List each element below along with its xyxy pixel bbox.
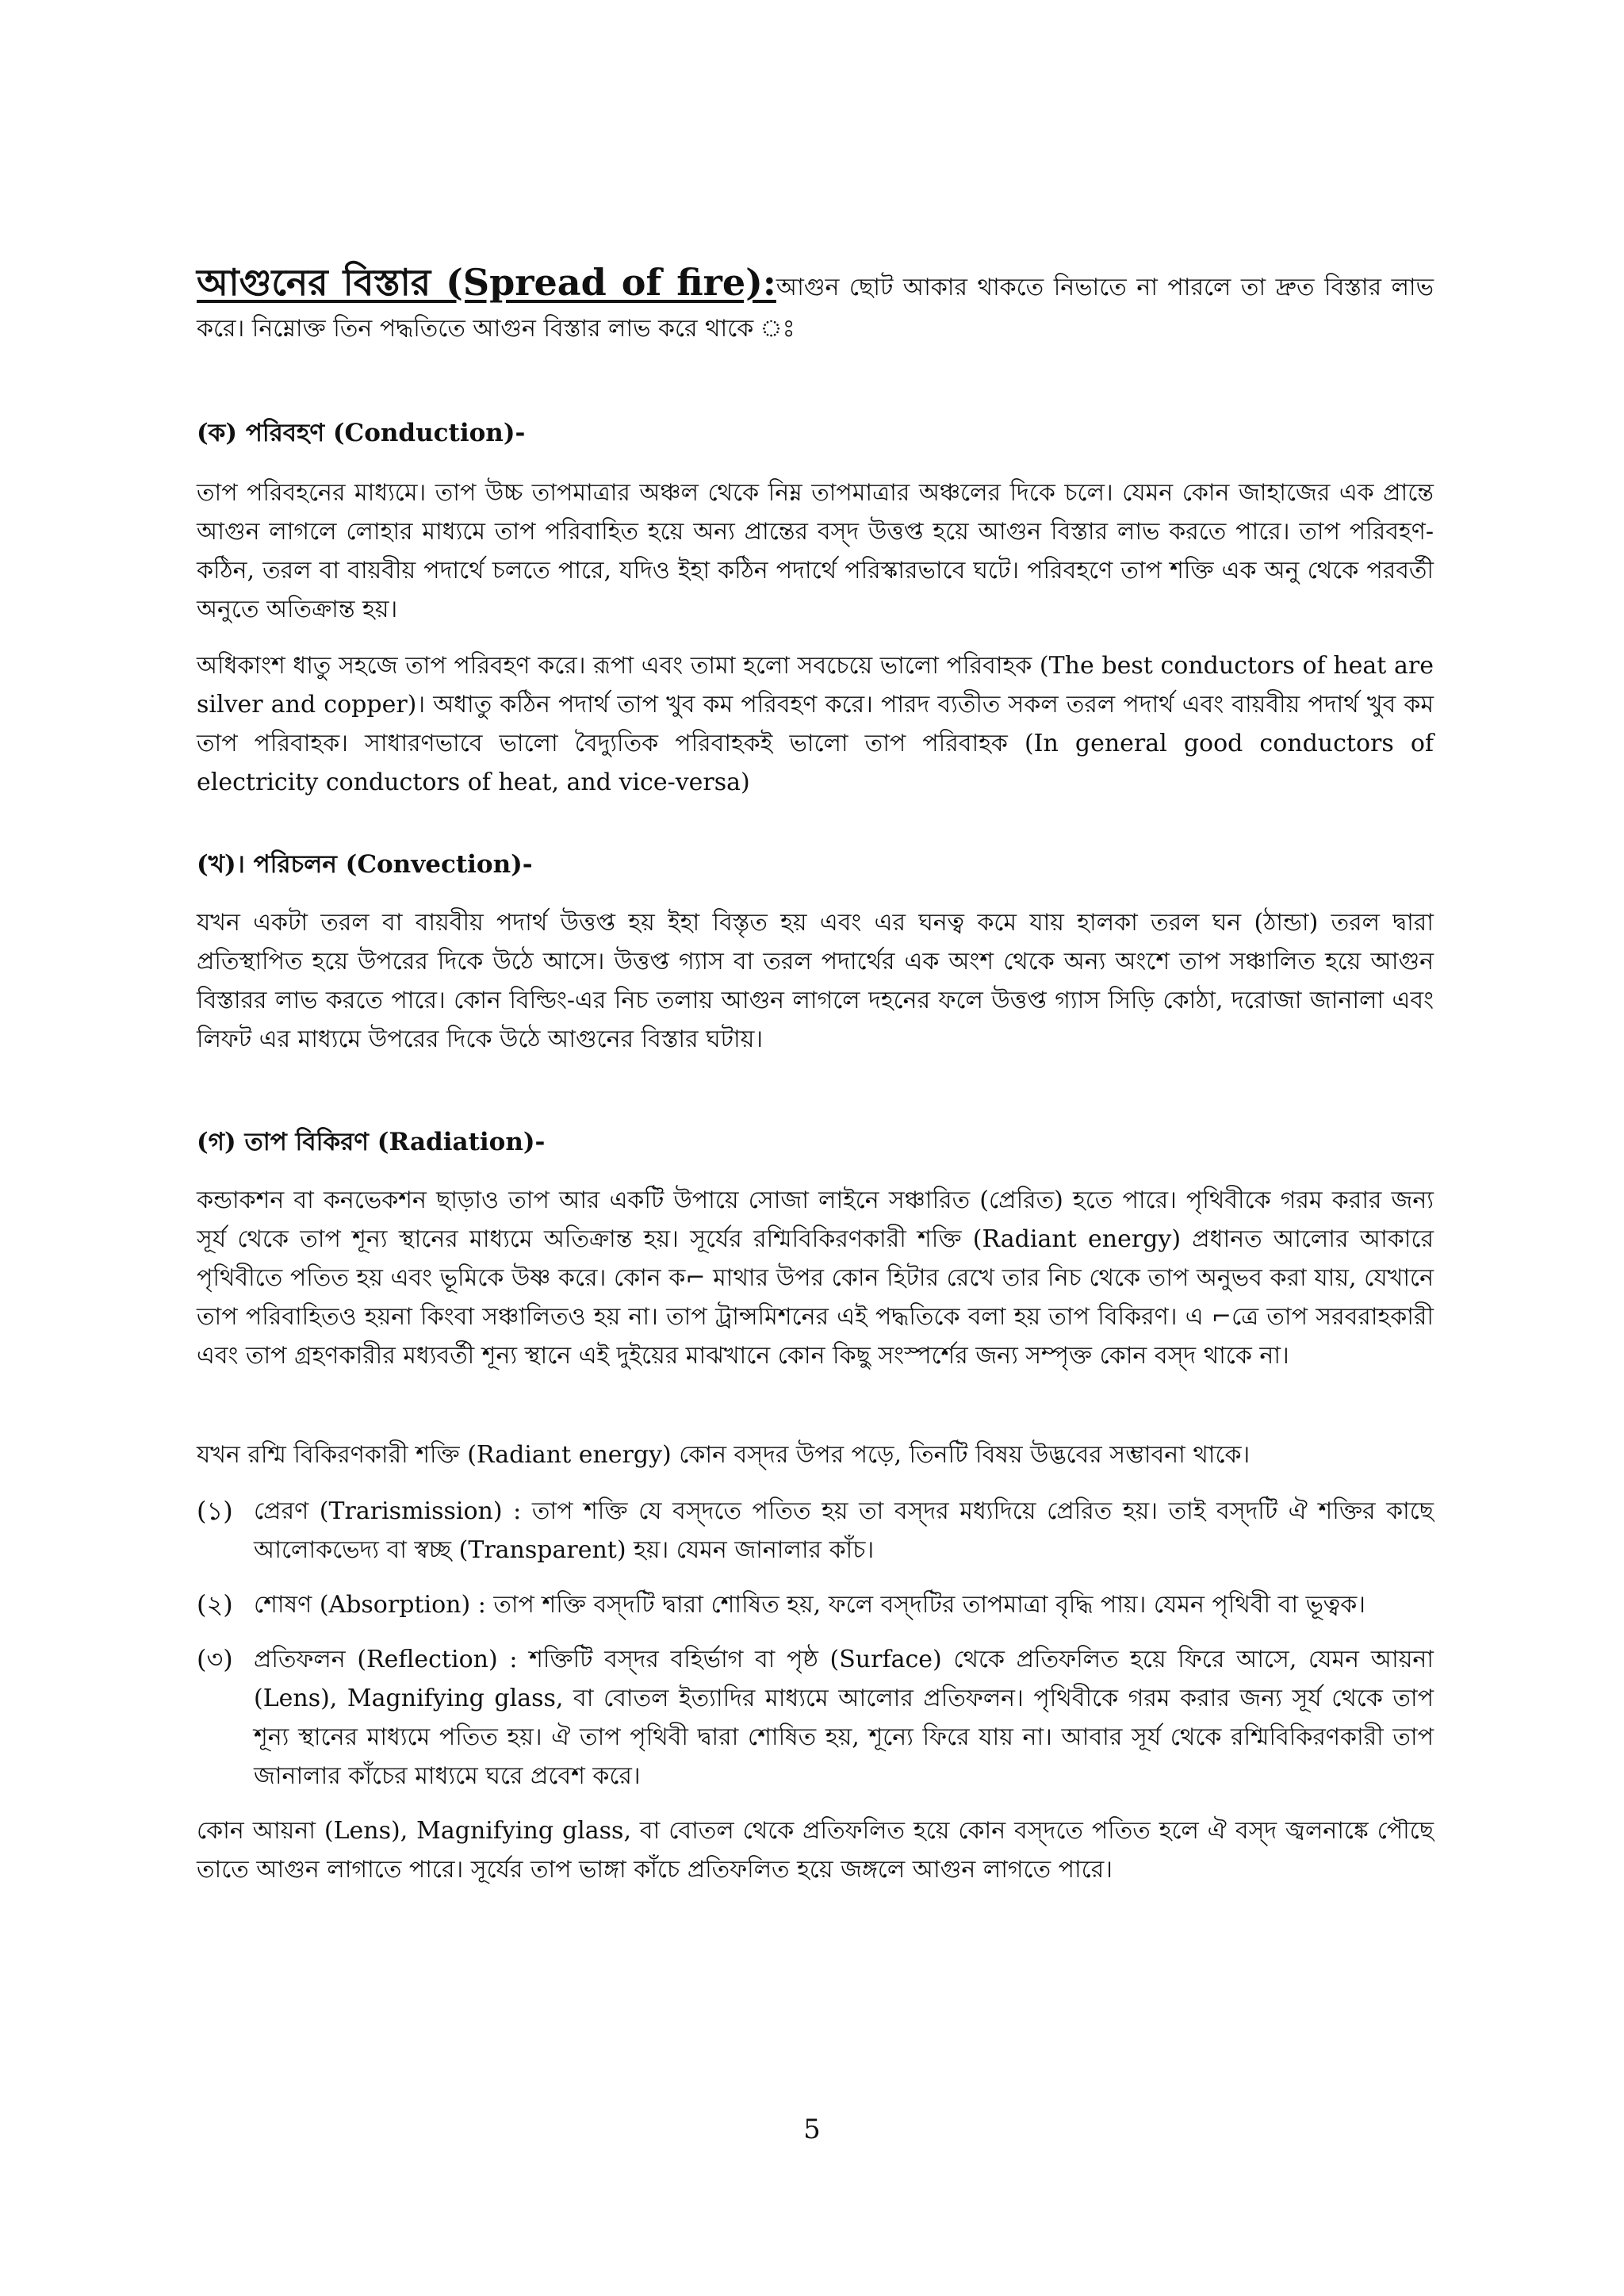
title-heading: আগুনের বিস্তার (Spread of fire): xyxy=(197,261,776,304)
page-number: 5 xyxy=(803,2114,821,2145)
list-item-text: প্রতিফলন (Reflection) : শক্তিটি বস্দর বহির্ভাগ বা পৃষ্ঠ (Surface) থেকে প্রতিফলিত হয়ে ফিরে আসে, যেমন আয়না (Lens), Magnifying glass, বা বোতল ইত্যাদির মাধ্যমে আলোর প্রতিফলন। পৃথিবীকে গরম করার জন্য সূর্য থেকে তাপ শূন্য স্থানের মাধ্যমে পতিত হয়। ঐ তাপ পৃথিবী দ্বারা শোষিত হয়, শূন্যে ফিরে যায় না। আবার সূর্য থেকে রশ্মিবিকিরণকারী তাপ জানালার কাঁচের মাধ্যমে ঘরে প্রবেশ করে। xyxy=(254,1646,1434,1790)
list-item-number: (৩) xyxy=(197,1644,233,1674)
title-intro-text: আগুন ছোট আকার থাকতে নিভাতে না পারলে তা দ্রুত বিস্তার লাভ করে। নিম্নোক্ত তিন পদ্ধতিতে আগুন বিস্তার লাভ করে থাকে ঃ xyxy=(197,274,1434,343)
radiation-effects-list xyxy=(197,1492,1434,1796)
title-paragraph xyxy=(197,262,1434,350)
list-item-number: (১) xyxy=(197,1496,233,1526)
radiation-effects-intro: যখন রশ্মি বিকিরণকারী শক্তি (Radiant energy) কোন বস্দর উপর পড়ে, তিনটি বিষয় উদ্ভবের সম্ভাবনা থাকে। xyxy=(197,1441,1251,1469)
conduction-paragraph-2: অধিকাংশ ধাতু সহজে তাপ পরিবহণ করে। রূপা এবং তামা হলো সবচেয়ে ভালো পরিবাহক (The best conductors of heat are silver and copper)। অধাতু কঠিন পদার্থ তাপ খুব কম পরিবহণ করে। পারদ ব্যতীত সকল তরল পদার্থ এবং বায়বীয় পদার্থ খুব কম তাপ পরিবাহক। সাধারণভাবে ভালো বৈদ্যুতিক পরিবাহকই ভালো তাপ পরিবাহক (In general good conductors of electricity conductors of heat, and vice-versa) xyxy=(197,652,1434,796)
list-item-number: (২) xyxy=(197,1589,233,1619)
convection-paragraph: যখন একটা তরল বা বায়বীয় পদার্থ উত্তপ্ত হয় ইহা বিস্তৃত হয় এবং এর ঘনত্ব কমে যায় হালকা তরল ঘন (ঠান্ডা) তরল দ্বারা প্রতিস্থাপিত হয়ে উপরের দিকে উঠে আসে। উত্তপ্ত গ্যাস বা তরল পদার্থের এক অংশ থেকে অন্য অংশে তাপ সঞ্চালিত হয়ে আগুন বিস্তারর লাভ করতে পারে। কোন বিল্ডিং-এর নিচ তলায় আগুন লাগলে দহনের ফলে উত্তপ্ত গ্যাস সিড়ি কোঠা, দরোজা জানালা এবং লিফট এর মাধ্যমে উপরের দিকে উঠে আগুনের বিস্তার ঘটায়। xyxy=(197,909,1434,1053)
closing-paragraph: কোন আয়না (Lens), Magnifying glass, বা বোতল থেকে প্রতিফলিত হয়ে কোন বস্দতে পতিত হলে ঐ বস্দ জ্বলনাঙ্কে পৌছে তাতে আগুন লাগাতে পারে। সূর্যের তাপ ভাঙ্গা কাঁচে প্রতিফলিত হয়ে জঙ্গলে আগুন লাগতে পারে। xyxy=(197,1817,1434,1884)
list-item xyxy=(197,1585,1434,1624)
radiation-paragraph: কন্ডাকশন বা কনভেকশন ছাড়াও তাপ আর একটি উপায়ে সোজা লাইনে সঞ্চারিত (প্রেরিত) হতে পারে। পৃথিবীকে গরম করার জন্য সূর্য থেকে তাপ শূন্য স্থানের মাধ্যমে অতিক্রান্ত হয়। সূর্যের রশ্মিবিকিরণকারী শক্তি (Radiant energy) প্রধানত আলোর আকারে পৃথিবীতে পতিত হয় এবং ভূমিকে উষ্ণ করে। কোন ক⌐ মাথার উপর কোন হিটার রেখে তার নিচ থেকে তাপ অনুভব করা যায়, যেখানে তাপ পরিবাহিতও হয়না কিংবা সঞ্চালিতও হয় না। তাপ ট্রান্সমিশনের এই পদ্ধতিকে বলা হয় তাপ বিকিরণ। এ ⌐ত্রে তাপ সরবরাহকারী এবং তাপ গ্রহণকারীর মধ্যবর্তী শূন্য স্থানে এই দুইয়ের মাঝখানে কোন কিছু সংস্পর্শের জন্য সম্পৃক্ত কোন বস্দ থাকে না। xyxy=(197,1186,1434,1370)
list-item xyxy=(197,1492,1434,1570)
section-heading-radiation: (গ) তাপ বিকিরণ (Radiation)- xyxy=(197,1128,546,1156)
list-item xyxy=(197,1640,1434,1796)
list-item-text: শোষণ (Absorption) : তাপ শক্তি বস্দটি দ্বারা শোষিত হয়, ফলে বস্দটির তাপমাত্রা বৃদ্ধি পায়। যেমন পৃথিবী বা ভূত্বক। xyxy=(254,1591,1365,1619)
section-heading-conduction: (ক) পরিবহণ (Conduction)- xyxy=(197,419,526,447)
list-item-text: প্রেরণ (Trarismission) : তাপ শক্তি যে বস্দতে পতিত হয় তা বস্দর মধ্যদিয়ে প্রেরিত হয়। তাই বস্দটি ঐ শক্তির কাছে আলোকভেদ্য বা স্বচ্ছ (Transparent) হয়। যেমন জানালার কাঁচ। xyxy=(254,1497,1434,1564)
conduction-paragraph-1: তাপ পরিবহনের মাধ্যমে। তাপ উচ্চ তাপমাত্রার অঞ্চল থেকে নিম্ন তাপমাত্রার অঞ্চলের দিকে চলে। যেমন কোন জাহাজের এক প্রান্তে আগুন লাগলে লোহার মাধ্যমে তাপ পরিবাহিত হয়ে অন্য প্রান্তের বস্দ উত্তপ্ত হয়ে আগুন বিস্তার লাভ করতে পারে। তাপ পরিবহণ- কঠিন, তরল বা বায়বীয় পদার্থে চলতে পারে, যদিও ইহা কঠিন পদার্থে পরিস্কারভাবে ঘটে। পরিবহণে তাপ শক্তি এক অনু থেকে পরবর্তী অনুতে অতিক্রান্ত হয়। xyxy=(197,479,1434,623)
section-heading-convection: (খ)। পরিচলন (Convection)- xyxy=(197,850,533,879)
